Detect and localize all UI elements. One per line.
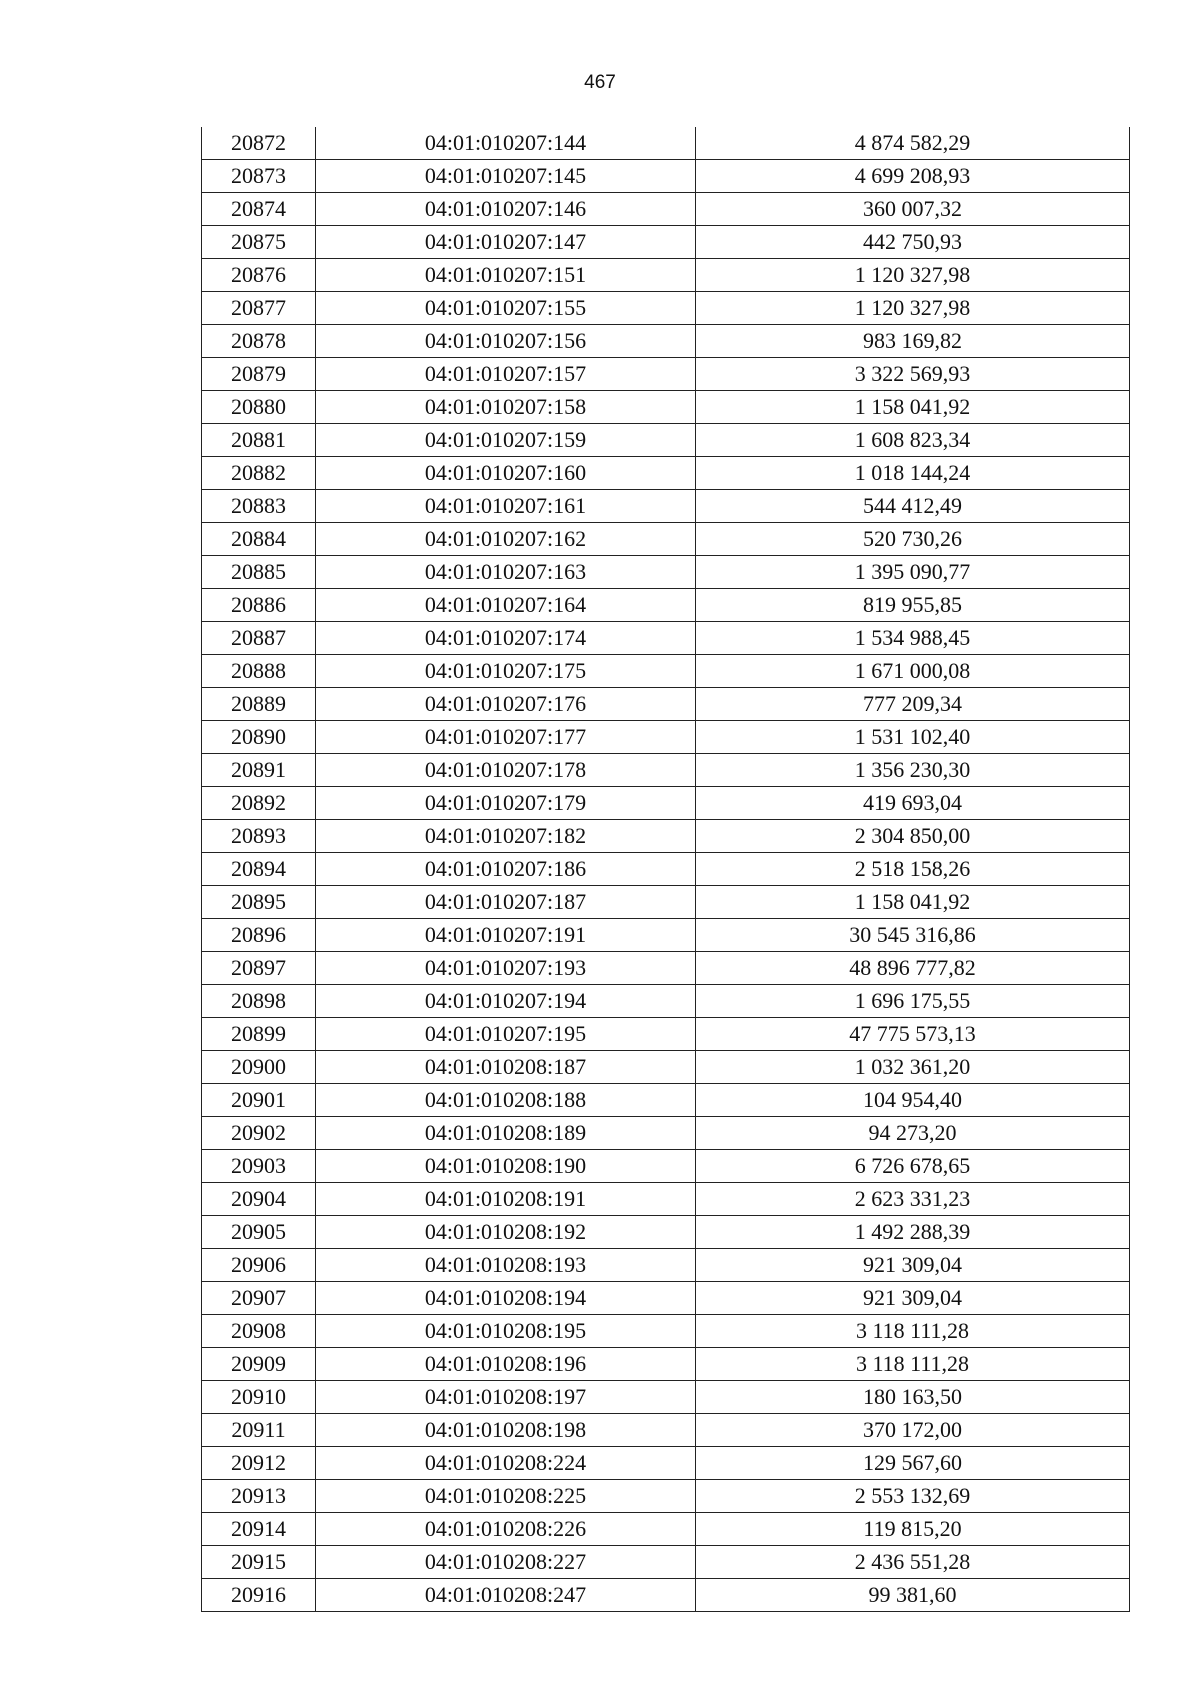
cadastral-number-cell: 04:01:010208:227 [316,1546,696,1579]
row-number-cell: 20878 [202,325,316,358]
cadastral-number-cell: 04:01:010207:187 [316,886,696,919]
cadastral-number-cell: 04:01:010208:187 [316,1051,696,1084]
table-row [202,127,1130,160]
row-number-cell: 20882 [202,457,316,490]
cadastral-number-cell: 04:01:010208:193 [316,1249,696,1282]
value-cell: 1 531 102,40 [696,721,1130,754]
table-row [202,787,1130,820]
table-row [202,919,1130,952]
table-row [202,1513,1130,1546]
table-row [202,622,1130,655]
table-row [202,1018,1130,1051]
row-number-cell: 20891 [202,754,316,787]
row-number-cell: 20905 [202,1216,316,1249]
table-row [202,985,1130,1018]
row-number-cell: 20877 [202,292,316,325]
data-table [201,127,1130,1612]
value-cell: 1 492 288,39 [696,1216,1130,1249]
table-row [202,1447,1130,1480]
table-row [202,226,1130,259]
table-row [202,1084,1130,1117]
table-row [202,1579,1130,1612]
cadastral-number-cell: 04:01:010207:193 [316,952,696,985]
table-row [202,1414,1130,1447]
table-row [202,1249,1130,1282]
row-number-cell: 20894 [202,853,316,886]
value-cell: 94 273,20 [696,1117,1130,1150]
cadastral-number-cell: 04:01:010207:146 [316,193,696,226]
value-cell: 2 623 331,23 [696,1183,1130,1216]
row-number-cell: 20906 [202,1249,316,1282]
row-number-cell: 20889 [202,688,316,721]
cadastral-number-cell: 04:01:010207:191 [316,919,696,952]
value-cell: 1 120 327,98 [696,292,1130,325]
value-cell: 48 896 777,82 [696,952,1130,985]
value-cell: 47 775 573,13 [696,1018,1130,1051]
row-number-cell: 20912 [202,1447,316,1480]
table-row [202,1546,1130,1579]
row-number-cell: 20893 [202,820,316,853]
value-cell: 921 309,04 [696,1249,1130,1282]
row-number-cell: 20895 [202,886,316,919]
value-cell: 370 172,00 [696,1414,1130,1447]
table-row [202,391,1130,424]
row-number-cell: 20872 [202,127,316,160]
table-row [202,589,1130,622]
table-row [202,1117,1130,1150]
table-row [202,193,1130,226]
table-row [202,754,1130,787]
row-number-cell: 20886 [202,589,316,622]
row-number-cell: 20876 [202,259,316,292]
value-cell: 921 309,04 [696,1282,1130,1315]
row-number-cell: 20901 [202,1084,316,1117]
value-cell: 2 304 850,00 [696,820,1130,853]
cadastral-number-cell: 04:01:010207:162 [316,523,696,556]
row-number-cell: 20902 [202,1117,316,1150]
row-number-cell: 20885 [202,556,316,589]
row-number-cell: 20890 [202,721,316,754]
table-row [202,556,1130,589]
value-cell: 4 699 208,93 [696,160,1130,193]
cadastral-number-cell: 04:01:010207:178 [316,754,696,787]
cadastral-number-cell: 04:01:010208:189 [316,1117,696,1150]
table-row [202,325,1130,358]
table-row [202,457,1130,490]
row-number-cell: 20910 [202,1381,316,1414]
table-row [202,160,1130,193]
cadastral-number-cell: 04:01:010207:176 [316,688,696,721]
cadastral-number-cell: 04:01:010208:196 [316,1348,696,1381]
table-row [202,1051,1130,1084]
cadastral-number-cell: 04:01:010207:157 [316,358,696,391]
table-row [202,259,1130,292]
table-row [202,1348,1130,1381]
row-number-cell: 20899 [202,1018,316,1051]
row-number-cell: 20892 [202,787,316,820]
row-number-cell: 20900 [202,1051,316,1084]
cadastral-number-cell: 04:01:010207:163 [316,556,696,589]
table-body [202,127,1130,1612]
cadastral-number-cell: 04:01:010207:161 [316,490,696,523]
value-cell: 1 158 041,92 [696,391,1130,424]
row-number-cell: 20909 [202,1348,316,1381]
value-cell: 6 726 678,65 [696,1150,1130,1183]
cadastral-number-cell: 04:01:010207:186 [316,853,696,886]
row-number-cell: 20915 [202,1546,316,1579]
row-number-cell: 20896 [202,919,316,952]
value-cell: 419 693,04 [696,787,1130,820]
table-row [202,820,1130,853]
value-cell: 1 356 230,30 [696,754,1130,787]
row-number-cell: 20883 [202,490,316,523]
value-cell: 2 518 158,26 [696,853,1130,886]
cadastral-number-cell: 04:01:010208:198 [316,1414,696,1447]
cadastral-number-cell: 04:01:010207:147 [316,226,696,259]
table-row [202,1315,1130,1348]
table-row [202,952,1130,985]
value-cell: 1 395 090,77 [696,556,1130,589]
table-row [202,1183,1130,1216]
row-number-cell: 20897 [202,952,316,985]
table-row [202,523,1130,556]
cadastral-number-cell: 04:01:010207:175 [316,655,696,688]
value-cell: 1 158 041,92 [696,886,1130,919]
cadastral-number-cell: 04:01:010208:194 [316,1282,696,1315]
value-cell: 544 412,49 [696,490,1130,523]
table-row [202,886,1130,919]
cadastral-number-cell: 04:01:010207:182 [316,820,696,853]
cadastral-number-cell: 04:01:010208:188 [316,1084,696,1117]
table-row [202,1216,1130,1249]
row-number-cell: 20911 [202,1414,316,1447]
value-cell: 819 955,85 [696,589,1130,622]
row-number-cell: 20904 [202,1183,316,1216]
row-number-cell: 20875 [202,226,316,259]
row-number-cell: 20879 [202,358,316,391]
table-row [202,358,1130,391]
cadastral-number-cell: 04:01:010207:164 [316,589,696,622]
table-row [202,1480,1130,1513]
value-cell: 1 032 361,20 [696,1051,1130,1084]
value-cell: 3 118 111,28 [696,1315,1130,1348]
page-number: 467 [584,72,616,93]
value-cell: 1 534 988,45 [696,622,1130,655]
value-cell: 3 322 569,93 [696,358,1130,391]
value-cell: 129 567,60 [696,1447,1130,1480]
cadastral-number-cell: 04:01:010207:159 [316,424,696,457]
row-number-cell: 20908 [202,1315,316,1348]
cadastral-number-cell: 04:01:010208:191 [316,1183,696,1216]
cadastral-number-cell: 04:01:010208:192 [316,1216,696,1249]
row-number-cell: 20916 [202,1579,316,1612]
value-cell: 1 696 175,55 [696,985,1130,1018]
cadastral-number-cell: 04:01:010208:247 [316,1579,696,1612]
value-cell: 4 874 582,29 [696,127,1130,160]
table-row [202,655,1130,688]
value-cell: 442 750,93 [696,226,1130,259]
row-number-cell: 20880 [202,391,316,424]
table-row [202,721,1130,754]
value-cell: 777 209,34 [696,688,1130,721]
cadastral-number-cell: 04:01:010207:195 [316,1018,696,1051]
value-cell: 104 954,40 [696,1084,1130,1117]
row-number-cell: 20903 [202,1150,316,1183]
table-row [202,688,1130,721]
cadastral-number-cell: 04:01:010208:190 [316,1150,696,1183]
cadastral-number-cell: 04:01:010207:179 [316,787,696,820]
row-number-cell: 20887 [202,622,316,655]
table-row [202,1381,1130,1414]
cadastral-number-cell: 04:01:010208:225 [316,1480,696,1513]
table-row [202,1150,1130,1183]
cadastral-number-cell: 04:01:010208:224 [316,1447,696,1480]
cadastral-number-cell: 04:01:010207:156 [316,325,696,358]
value-cell: 99 381,60 [696,1579,1130,1612]
row-number-cell: 20873 [202,160,316,193]
cadastral-number-cell: 04:01:010207:194 [316,985,696,1018]
cadastral-number-cell: 04:01:010207:155 [316,292,696,325]
value-cell: 2 553 132,69 [696,1480,1130,1513]
cadastral-number-cell: 04:01:010208:197 [316,1381,696,1414]
table-row [202,424,1130,457]
row-number-cell: 20888 [202,655,316,688]
value-cell: 1 608 823,34 [696,424,1130,457]
cadastral-number-cell: 04:01:010207:174 [316,622,696,655]
value-cell: 119 815,20 [696,1513,1130,1546]
cadastral-number-cell: 04:01:010208:226 [316,1513,696,1546]
row-number-cell: 20907 [202,1282,316,1315]
value-cell: 983 169,82 [696,325,1130,358]
table-row [202,853,1130,886]
cadastral-number-cell: 04:01:010208:195 [316,1315,696,1348]
cadastral-number-cell: 04:01:010207:151 [316,259,696,292]
cadastral-number-cell: 04:01:010207:160 [316,457,696,490]
table-row [202,490,1130,523]
value-cell: 520 730,26 [696,523,1130,556]
cadastral-number-cell: 04:01:010207:158 [316,391,696,424]
row-number-cell: 20884 [202,523,316,556]
value-cell: 1 120 327,98 [696,259,1130,292]
value-cell: 2 436 551,28 [696,1546,1130,1579]
value-cell: 3 118 111,28 [696,1348,1130,1381]
row-number-cell: 20874 [202,193,316,226]
cadastral-number-cell: 04:01:010207:177 [316,721,696,754]
row-number-cell: 20881 [202,424,316,457]
row-number-cell: 20913 [202,1480,316,1513]
table-row [202,1282,1130,1315]
cadastral-number-cell: 04:01:010207:145 [316,160,696,193]
value-cell: 30 545 316,86 [696,919,1130,952]
cadastral-number-cell: 04:01:010207:144 [316,127,696,160]
value-cell: 360 007,32 [696,193,1130,226]
value-cell: 1 671 000,08 [696,655,1130,688]
table-row [202,292,1130,325]
value-cell: 180 163,50 [696,1381,1130,1414]
row-number-cell: 20898 [202,985,316,1018]
row-number-cell: 20914 [202,1513,316,1546]
value-cell: 1 018 144,24 [696,457,1130,490]
